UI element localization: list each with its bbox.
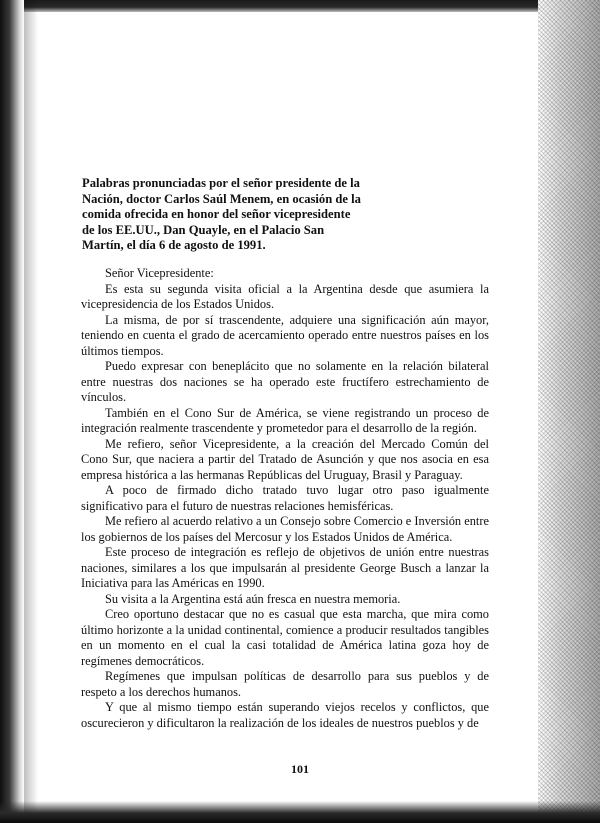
paragraph: Me refiero, señor Vicepresidente, a la creación del Mercado Común del Cono Sur, que naciera a partir del Tratado de Asunción y que nos asocia en esa empresa histórica a las hermanas Repúblicas del Uruguay, Brasil y Paraguay. <box>81 436 489 482</box>
scan-left-shadow <box>0 0 24 823</box>
paragraph: Es esta su segunda visita oficial a la Argentina desde que asumiera la vicepresidencia de los Estados Unidos. <box>81 281 489 311</box>
paragraph: Regímenes que impulsan políticas de desarrollo para sus pueblos y de respeto a los derechos humanos. <box>81 669 489 699</box>
paragraph: Señor Vicepresidente: <box>105 266 214 280</box>
speech-title: Palabras pronunciadas por el señor presidente de la Nación, doctor Carlos Saúl Menem, en ocasión de la comida ofrecida en honor del señor vicepresidente de los EE.UU., Dan Quayle, en el Palacio San Martín, el día 6 de agosto de 1991. <box>82 176 361 252</box>
paragraph: Y que al mismo tiempo están superando viejos recelos y conflictos, que oscurecieron y dificultaron la realización de los ideales de nuestros pueblos y de <box>81 700 489 730</box>
scan-bottom-shadow <box>0 801 600 823</box>
paragraph: A poco de firmado dicho tratado tuvo lugar otro paso igualmente significativo para el futuro de nuestras relaciones hemisféricas. <box>81 483 489 513</box>
scan-top-shadow <box>0 0 600 12</box>
scan-right-edge-noise <box>538 0 600 823</box>
paragraph: También en el Cono Sur de América, se viene registrando un proceso de integración realmente trascendente y prometedor para el desarrollo de la región. <box>81 405 489 435</box>
paragraph: Creo oportuno destacar que no es casual que esta marcha, que mira como último horizonte a la unidad continental, comience a producir resultados tangibles en un momento en el cual la casi totalidad de América latina goza hoy de regímenes democráticos. <box>81 607 489 668</box>
paragraph: Me refiero al acuerdo relativo a un Consejo sobre Comercio e Inversión entre los gobiernos de los países del Mercosur y los Estados Unidos de América. <box>81 514 489 544</box>
paragraph: La misma, de por sí trascendente, adquiere una significación aún mayor, teniendo en cuenta el grado de acercamiento operado entre nuestros países en los últimos tiempos. <box>81 312 489 358</box>
paragraph: Su visita a la Argentina está aún fresca en nuestra memoria. <box>105 591 401 606</box>
paragraph: Este proceso de integración es reflejo de objetivos de unión entre nuestras naciones, similares a los que impulsarán al presidente George Busch a lanzar la Iniciativa para las Américas en 1990. <box>81 545 489 590</box>
speech-body <box>81 266 489 731</box>
page-number: 101 <box>291 762 309 776</box>
scan-binding-shadow <box>24 0 38 823</box>
paragraph: Puedo expresar con beneplácito que no solamente en la relación bilateral entre nuestras dos naciones se ha operado este fructífero estrechamiento de vínculos. <box>81 359 489 404</box>
